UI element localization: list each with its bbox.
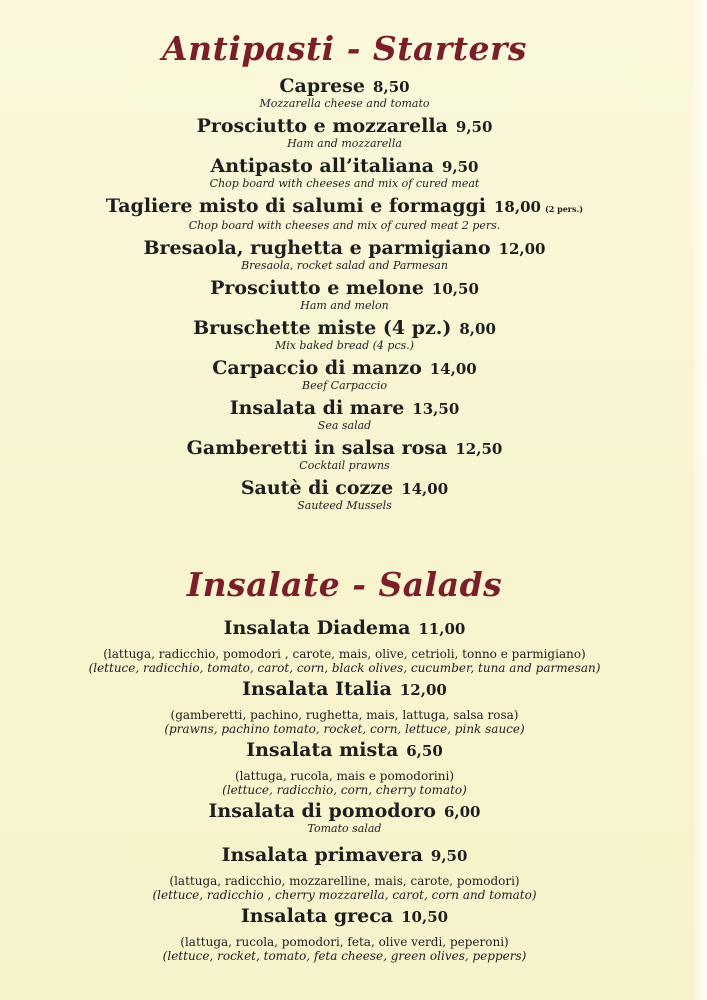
item-ingredients-en: (lettuce, radicchio , cherry mozzarella, carot, corn and tomato) (152, 888, 537, 902)
salads-title: Insalate - Salads (186, 565, 503, 604)
item-price: 14,00 (401, 480, 449, 498)
menu-item (0, 318, 689, 352)
item-ingredients-it: (lattuga, radicchio, mozzarelline, mais, carote, pomodori) (169, 874, 520, 888)
menu-item (0, 740, 689, 797)
item-description: Tomato salad (307, 822, 382, 835)
starters-list (0, 76, 689, 512)
item-price: 6,50 (406, 742, 443, 760)
menu-item (0, 76, 689, 110)
item-ingredients-en: (prawns, pachino tomato, rocket, corn, lettuce, pink sauce) (164, 722, 525, 736)
item-price: 18,00 (494, 198, 541, 216)
item-price: 9,50 (430, 847, 468, 865)
menu-item (0, 398, 689, 432)
menu-item (0, 196, 689, 232)
menu-item (0, 478, 689, 512)
menu-item (0, 156, 689, 190)
item-name: Insalata greca (240, 905, 394, 927)
menu-item (0, 278, 689, 312)
item-description: Beef Carpaccio (302, 379, 387, 392)
item-price: 9,50 (441, 158, 479, 176)
item-ingredients-it: (lattuga, radicchio, pomodori , carote, mais, olive, cetrioli, tonno e parmigiano) (103, 647, 586, 661)
item-price: 12,00 (498, 240, 546, 258)
item-description: Ham and melon (300, 299, 389, 312)
item-name: Insalata di pomodoro (208, 800, 436, 822)
item-name: Antipasto all’italiana (210, 155, 434, 177)
item-price: 12,00 (399, 681, 447, 699)
item-ingredients-en: (lettuce, radicchio, tomato, carot, corn, black olives, cucumber, tuna and parmesan) (88, 661, 601, 675)
item-description: Chop board with cheeses and mix of cured meat (209, 177, 480, 190)
item-name: Prosciutto e melone (210, 277, 424, 299)
item-description: Sauteed Mussels (297, 499, 392, 512)
menu-item (0, 906, 689, 963)
item-ingredients-en: (lettuce, radicchio, corn, cherry tomato) (222, 783, 467, 797)
salads-section (0, 566, 689, 963)
menu-item (0, 116, 689, 150)
menu-item (0, 679, 689, 736)
item-name: Gamberetti in salsa rosa (186, 437, 448, 459)
item-price: 8,50 (373, 78, 410, 96)
item-price: 6,00 (443, 803, 481, 821)
item-name: Bresaola, rughetta e parmigiano (143, 237, 491, 259)
item-price: 14,00 (429, 360, 477, 378)
item-name: Caprese (279, 75, 366, 97)
item-price: 11,00 (418, 620, 466, 638)
item-name: Prosciutto e mozzarella (196, 115, 448, 137)
item-ingredients-it: (gamberetti, pachino, rughetta, mais, lattuga, salsa rosa) (170, 708, 519, 722)
menu-item (0, 358, 689, 392)
item-name: Bruschette miste (4 pz.) (193, 317, 452, 339)
menu-item (0, 801, 689, 835)
item-name: Insalata di mare (229, 397, 405, 419)
item-ingredients-it: (lattuga, rucola, pomodori, feta, olive verdi, peperoni) (180, 935, 509, 949)
menu-item (0, 238, 689, 272)
item-note: (2 pers.) (544, 204, 584, 214)
item-price: 13,50 (412, 400, 460, 418)
item-description: Mozzarella cheese and tomato (259, 97, 430, 110)
item-description: Cocktail prawns (299, 459, 390, 472)
item-name: Insalata Italia (242, 678, 392, 700)
item-name: Tagliere misto di salumi e formaggi (105, 195, 486, 217)
item-ingredients-it: (lattuga, rucola, mais e pomodorini) (234, 769, 455, 783)
item-description: Bresaola, rocket salad and Parmesan (241, 259, 448, 272)
item-price: 10,50 (431, 280, 479, 298)
menu-item (0, 618, 689, 675)
starters-section (0, 30, 689, 512)
page-edge (691, 0, 707, 1000)
item-price: 12,50 (455, 440, 503, 458)
item-ingredients-en: (lettuce, rocket, tomato, feta cheese, green olives, peppers) (162, 949, 527, 963)
starters-title: Antipasti - Starters (162, 29, 527, 68)
item-description: Sea salad (317, 419, 372, 432)
item-name: Sautè di cozze (240, 477, 394, 499)
item-price: 9,50 (455, 118, 493, 136)
item-description: Chop board with cheeses and mix of cured meat 2 pers. (188, 219, 501, 232)
menu-item (0, 438, 689, 472)
item-name: Insalata Diadema (223, 617, 411, 639)
item-price: 8,00 (459, 320, 496, 338)
item-description: Mix baked bread (4 pcs.) (274, 339, 415, 352)
item-name: Insalata primavera (221, 844, 423, 866)
item-price: 10,50 (401, 908, 449, 926)
item-name: Insalata mista (246, 739, 399, 761)
menu-item (0, 845, 689, 902)
salads-list (0, 618, 689, 963)
item-name: Carpaccio di manzo (212, 357, 422, 379)
item-description: Ham and mozzarella (287, 137, 402, 150)
